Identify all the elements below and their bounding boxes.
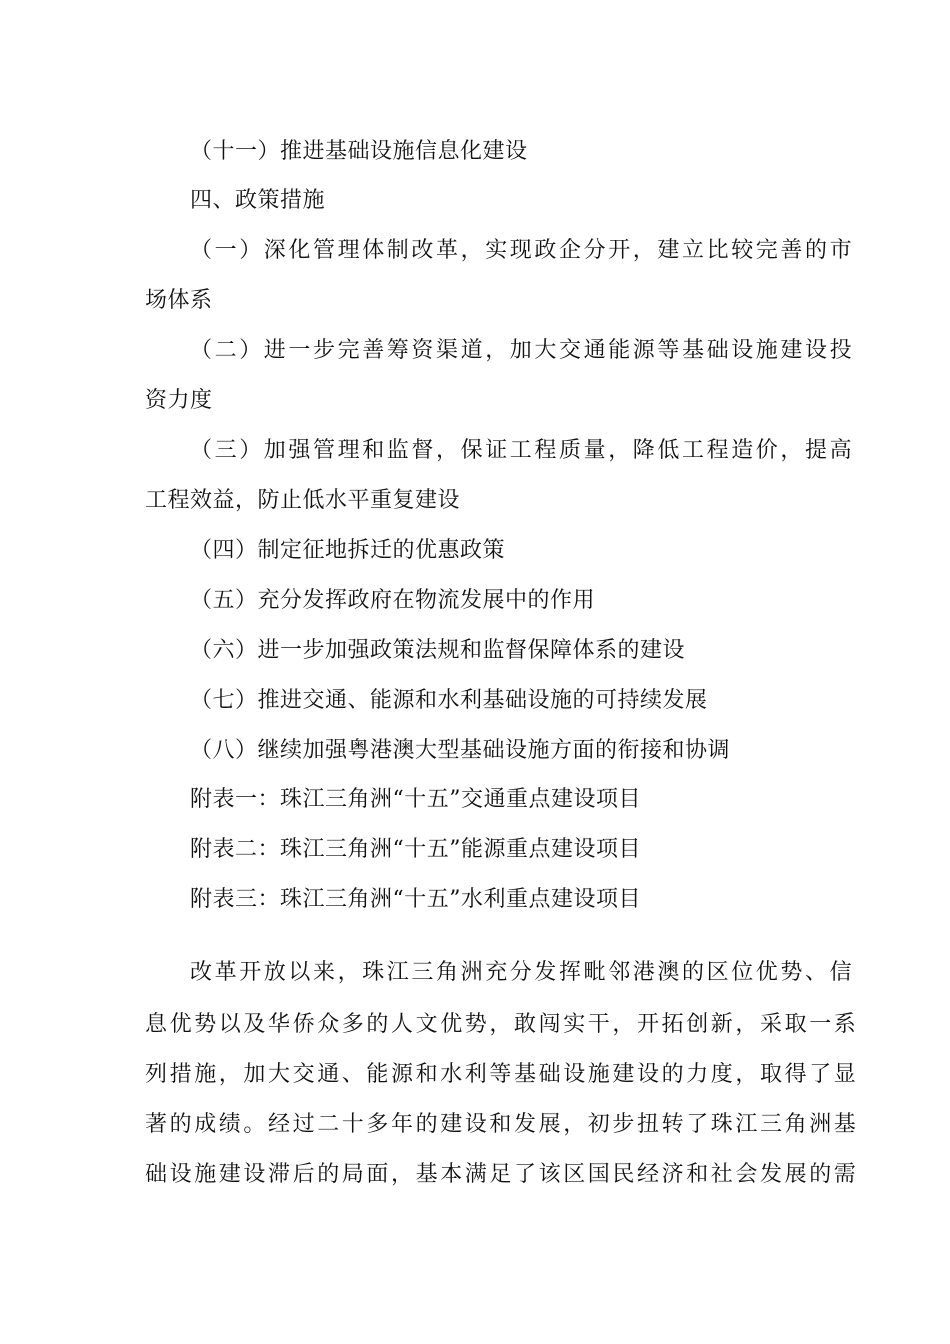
section-4-title: 四、政策措施 xyxy=(190,188,326,213)
appendix-3: 附表三：珠江三角洲“十五”水利重点建设项目 xyxy=(190,887,641,912)
measure-6: （六）进一步加强政策法规和监督保障体系的建设 xyxy=(190,638,686,663)
body-line-4: 著的成绩。经过二十多年的建设和发展，初步扭转了珠江三角洲基 xyxy=(145,1112,859,1137)
measure-2-line-2: 资力度 xyxy=(145,388,213,413)
outline-item-11: （十一）推进基础设施信息化建设 xyxy=(190,139,528,164)
appendix-2: 附表二：珠江三角洲“十五”能源重点建设项目 xyxy=(190,837,641,862)
measure-1-line-1: （一）深化管理体制改革，实现政企分开，建立比较完善的市 xyxy=(190,238,855,263)
measure-7: （七）推进交通、能源和水利基础设施的可持续发展 xyxy=(190,688,708,713)
body-line-5: 础设施建设滞后的局面，基本满足了该区国民经济和社会发展的需 xyxy=(145,1162,859,1187)
body-line-2: 息优势以及华侨众多的人文优势，敢闯实干，开拓创新，采取一系 xyxy=(145,1012,859,1037)
measure-5: （五）充分发挥政府在物流发展中的作用 xyxy=(190,588,596,613)
body-line-3: 列措施，加大交通、能源和水利等基础设施建设的力度，取得了显 xyxy=(145,1062,859,1087)
appendix-1: 附表一：珠江三角洲“十五”交通重点建设项目 xyxy=(190,787,641,812)
measure-2-line-1: （二）进一步完善筹资渠道，加大交通能源等基础设施建设投 xyxy=(190,338,855,363)
body-line-1: 改革开放以来，珠江三角洲充分发挥毗邻港澳的区位优势、信 xyxy=(190,960,855,985)
measure-4: （四）制定征地拆迁的优惠政策 xyxy=(190,538,506,563)
measure-1-line-2: 场体系 xyxy=(145,288,213,313)
measure-3-line-2: 工程效益，防止低水平重复建设 xyxy=(145,488,461,513)
measure-3-line-1: （三）加强管理和监督，保证工程质量，降低工程造价，提高 xyxy=(190,438,855,463)
measure-8: （八）继续加强粤港澳大型基础设施方面的衔接和协调 xyxy=(190,738,731,763)
